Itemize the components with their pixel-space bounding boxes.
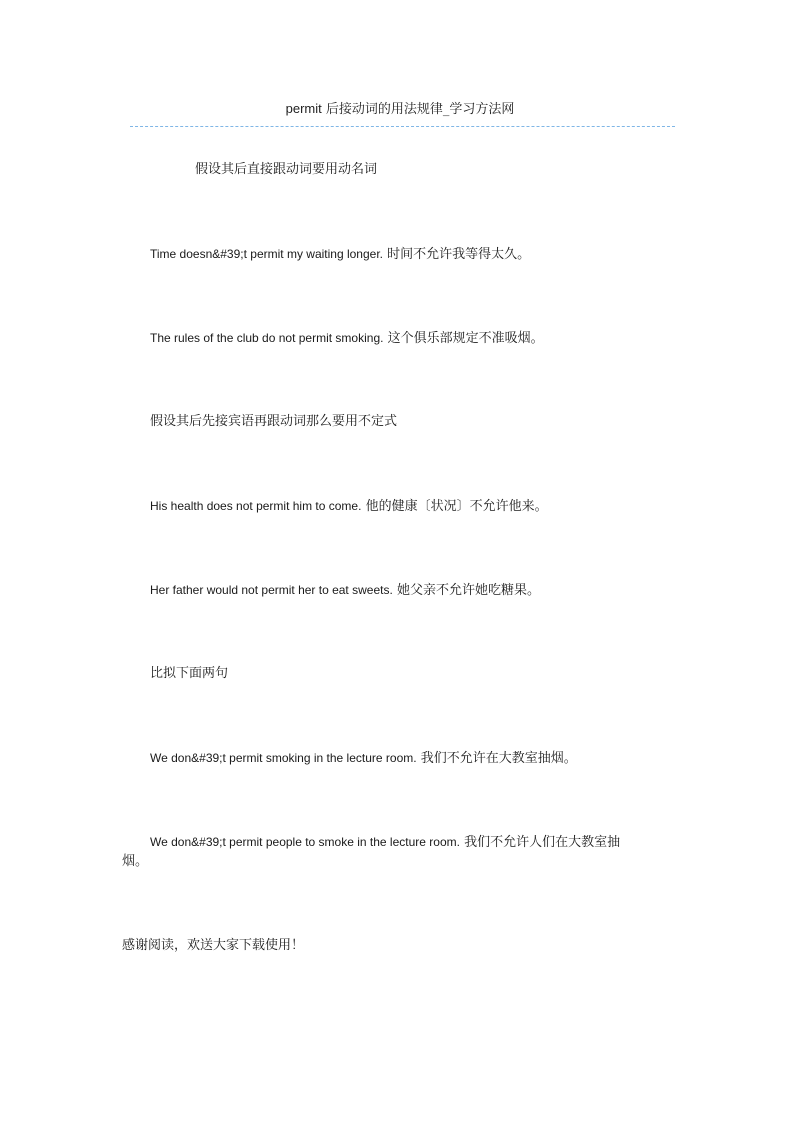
paragraph-compare: 比拟下面两句 [150, 666, 229, 681]
example-sentence-5 [150, 749, 577, 768]
example-en: His health does not permit him to come. [150, 499, 362, 513]
example-zh: 我们不允许在大教室抽烟。 [420, 751, 577, 766]
example-en: We don&#39;t permit people to smoke in the lecture room. [150, 835, 460, 849]
example-sentence-3 [150, 497, 548, 516]
example-en: We don&#39;t permit smoking in the lecture room. [150, 751, 417, 765]
example-zh: 他的健康〔状况〕不允许他来。 [365, 499, 548, 514]
example-zh: 这个俱乐部规定不准吸烟。 [387, 331, 544, 346]
closing-note: 感谢阅读，欢送大家下载使用！ [122, 938, 305, 953]
page-title-zh: 后接动词的用法规律_学习方法网 [325, 102, 515, 117]
page-title-en: permit [285, 101, 322, 116]
example-zh: 我们不允许人们在大教室抽 [464, 835, 621, 850]
example-sentence-4 [150, 581, 540, 600]
example-sentence-1 [150, 245, 530, 264]
example-zh: 她父亲不允许她吃糖果。 [396, 583, 540, 598]
page-title [0, 98, 800, 117]
example-sentence-2 [150, 329, 544, 348]
example-sentence-6 [150, 833, 620, 852]
example-en: The rules of the club do not permit smoking. [150, 331, 384, 345]
example-zh: 时间不允许我等得太久。 [387, 247, 531, 262]
paragraph-infinitive-rule: 假设其后先接宾语再跟动词那么要用不定式 [150, 414, 398, 429]
paragraph-gerund-rule: 假设其后直接跟动词要用动名词 [195, 162, 378, 177]
example-en: Her father would not permit her to eat sweets. [150, 583, 393, 597]
example-sentence-6-wrap: 烟。 [122, 854, 149, 869]
header-divider [130, 126, 675, 127]
example-en: Time doesn&#39;t permit my waiting longer. [150, 247, 383, 261]
